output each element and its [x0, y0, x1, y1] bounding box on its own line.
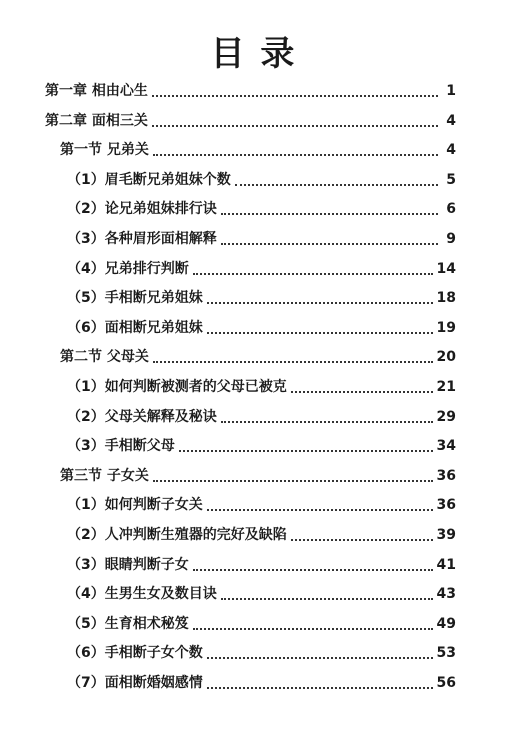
toc-entry-label: 第二节 父母关: [60, 349, 149, 366]
toc-entry[interactable]: [45, 78, 456, 100]
dot-leader: [153, 144, 438, 156]
toc-entry-page-number: 43: [436, 586, 456, 603]
toc-entry[interactable]: [67, 552, 456, 574]
dot-leader: [221, 411, 433, 423]
toc-entry[interactable]: [67, 167, 456, 189]
toc-entry-label: 第二章 面相三关: [45, 112, 148, 129]
toc-entry-page-number: 56: [436, 675, 456, 691]
toc-entry[interactable]: [45, 108, 456, 130]
toc-entry-page-number: 53: [436, 645, 456, 662]
dot-leader: [207, 322, 433, 334]
toc-entry[interactable]: [67, 374, 456, 396]
toc-entry[interactable]: [67, 670, 456, 692]
toc-entry[interactable]: [67, 611, 456, 633]
dot-leader: [207, 292, 433, 304]
toc-entry-page-number: 18: [436, 290, 456, 307]
toc-entry-label: （1）如何判断子女关: [67, 497, 203, 514]
toc-entry[interactable]: [67, 196, 456, 218]
toc-entry-label: （2）人冲判断生殖器的完好及缺陷: [67, 527, 287, 543]
dot-leader: [207, 499, 433, 511]
dot-leader: [153, 470, 433, 482]
toc-entry-page-number: 5: [446, 171, 456, 188]
dot-leader: [193, 263, 433, 275]
toc-entry-label: （3）眼睛判断子女: [67, 556, 189, 573]
toc-entry[interactable]: [60, 344, 456, 366]
toc-entry-page-number: 9: [446, 231, 456, 247]
toc-entry-page-number: 29: [436, 408, 456, 425]
dot-leader: [193, 618, 433, 630]
dot-leader: [207, 677, 433, 689]
toc-entry[interactable]: [60, 463, 456, 485]
page-title: 目 录: [210, 34, 297, 74]
dot-leader: [179, 440, 433, 452]
dot-leader: [291, 529, 433, 541]
toc-entry-label: 第三节 子女关: [60, 467, 149, 484]
toc-entry-label: 第一节 兄弟关: [60, 142, 149, 159]
toc-entry-page-number: 49: [436, 615, 456, 632]
dot-leader: [235, 174, 438, 186]
toc-entry-label: （7）面相断婚姻感情: [67, 675, 203, 691]
dot-leader: [153, 351, 433, 363]
toc-entry-page-number: 1: [446, 83, 456, 99]
toc-entry-label: （1）如何判断被测者的父母已被克: [67, 379, 287, 395]
toc-entry-page-number: 34: [436, 438, 456, 455]
toc-entry[interactable]: [67, 315, 456, 337]
toc-entry-page-number: 6: [446, 201, 456, 218]
toc-entry[interactable]: [67, 581, 456, 603]
toc-entry[interactable]: [60, 137, 456, 159]
toc-entry-page-number: 19: [436, 319, 456, 336]
toc-entry-page-number: 39: [436, 527, 456, 543]
toc-entry[interactable]: [67, 256, 456, 278]
toc-entry-label: （3）各种眉形面相解释: [67, 231, 217, 247]
toc-entry-page-number: 4: [446, 142, 456, 159]
toc-entry-label: （2）论兄弟姐妹排行诀: [67, 201, 217, 218]
toc-entry-label: （5）生育相术秘笈: [67, 615, 189, 632]
toc-entry[interactable]: [67, 404, 456, 426]
toc-entry-label: （2）父母关解释及秘诀: [67, 408, 217, 425]
toc-entry-label: （6）手相断子女个数: [67, 645, 203, 662]
toc-entry[interactable]: [67, 226, 456, 248]
toc-entry-label: （4）生男生女及数目诀: [67, 586, 217, 603]
dot-leader: [221, 233, 438, 245]
dot-leader: [193, 559, 433, 571]
toc-entry-page-number: 36: [436, 467, 456, 484]
toc-entry-page-number: 14: [436, 260, 456, 277]
toc-entry-label: （5）手相断兄弟姐妹: [67, 290, 203, 307]
dot-leader: [221, 588, 433, 600]
toc-entry-page-number: 21: [436, 379, 456, 395]
toc-entry[interactable]: [67, 285, 456, 307]
toc-entry[interactable]: [67, 640, 456, 662]
toc-entry-label: （1）眉毛断兄弟姐妹个数: [67, 171, 231, 188]
toc-entry[interactable]: [67, 433, 456, 455]
toc-entry[interactable]: [67, 522, 456, 544]
toc-entry-label: （3）手相断父母: [67, 438, 175, 455]
toc-entry-page-number: 41: [436, 556, 456, 573]
toc-entry-label: 第一章 相由心生: [45, 83, 148, 99]
dot-leader: [152, 85, 438, 97]
toc-entry-page-number: 4: [446, 112, 456, 129]
toc-entry-page-number: 36: [436, 497, 456, 514]
toc-entry[interactable]: [67, 492, 456, 514]
toc-entry-page-number: 20: [436, 349, 456, 366]
dot-leader: [152, 115, 438, 127]
toc-entry-label: （6）面相断兄弟姐妹: [67, 319, 203, 336]
dot-leader: [291, 381, 433, 393]
toc-entry-label: （4）兄弟排行判断: [67, 260, 189, 277]
dot-leader: [207, 647, 433, 659]
dot-leader: [221, 203, 438, 215]
